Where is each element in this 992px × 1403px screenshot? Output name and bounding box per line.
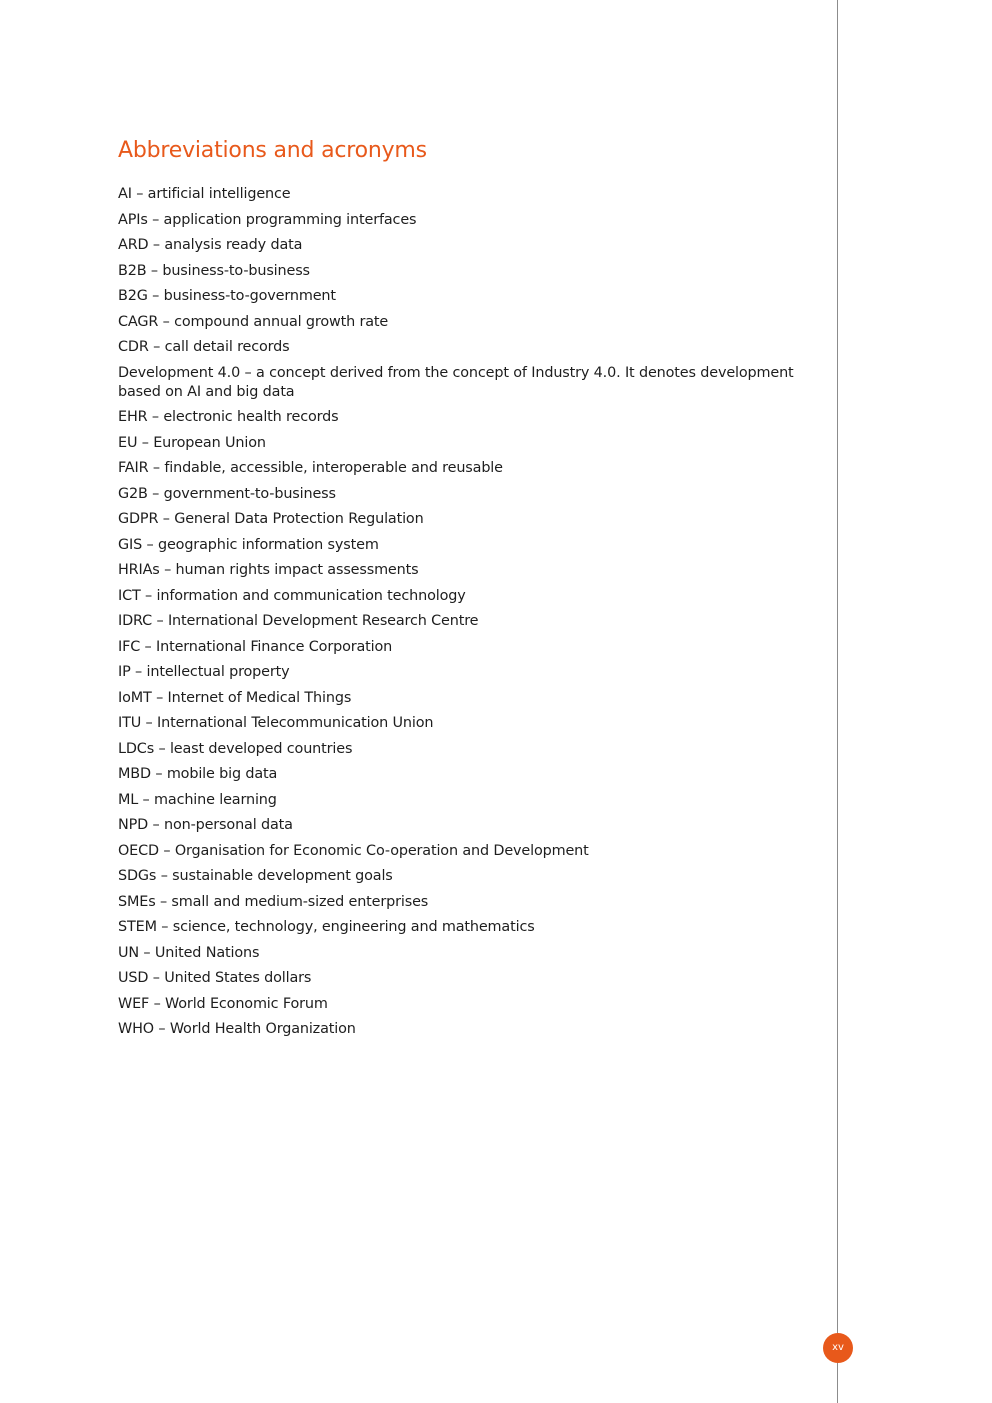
abbreviation-item: B2G – business-to-government — [118, 288, 336, 304]
abbreviation-item: IoMT – Internet of Medical Things — [118, 689, 352, 706]
abbreviation-item: IDRC – International Development Research Centre — [118, 613, 479, 629]
abbreviation-list — [118, 185, 813, 1039]
abbreviation-item: LDCs – least developed countries — [118, 740, 353, 757]
abbreviation-item: EU – European Union — [118, 434, 266, 451]
abbreviation-item: MBD – mobile big data — [118, 766, 278, 782]
abbreviation-item: AI – artificial intelligence — [118, 186, 291, 202]
abbreviation-item: CDR – call detail records — [118, 339, 290, 355]
abbreviation-item: WEF – World Economic Forum — [118, 995, 328, 1012]
abbreviation-item: HRIAs – human rights impact assessments — [118, 562, 419, 578]
abbreviation-item: NPD – non-personal data — [118, 817, 293, 833]
abbreviation-item: B2B – business-to-business — [118, 262, 310, 279]
abbreviation-item: GDPR – General Data Protection Regulation — [118, 511, 424, 527]
abbreviation-item: G2B – government-to-business — [118, 485, 336, 502]
page-margin-rule — [837, 0, 838, 1403]
abbreviation-item: USD – United States dollars — [118, 970, 312, 986]
abbreviation-item: SDGs – sustainable development goals — [118, 868, 393, 884]
abbreviation-item: APIs – application programming interfaces — [118, 211, 417, 228]
abbreviation-item: Development 4.0 – a concept derived from the concept of Industry 4.0. It denotes development based on AI and big data — [118, 364, 794, 400]
abbreviation-item: IP – intellectual property — [118, 664, 290, 680]
abbreviation-item: GIS – geographic information system — [118, 536, 379, 553]
page-number-badge: xv — [823, 1333, 853, 1363]
abbreviation-item: ITU – International Telecommunication Union — [118, 715, 434, 731]
abbreviation-item: CAGR – compound annual growth rate — [118, 313, 389, 330]
abbreviation-item: SMEs – small and medium-sized enterprises — [118, 893, 429, 910]
abbreviation-item: UN – United Nations — [118, 944, 260, 961]
abbreviation-item: OECD – Organisation for Economic Co-operation and Development — [118, 842, 589, 859]
abbreviations-section — [118, 137, 813, 1046]
abbreviation-item: ARD – analysis ready data — [118, 237, 303, 253]
abbreviation-item: EHR – electronic health records — [118, 409, 339, 425]
abbreviation-item: STEM – science, technology, engineering and mathematics — [118, 919, 535, 935]
abbreviation-item: FAIR – findable, accessible, interoperable and reusable — [118, 460, 503, 476]
abbreviation-item: ML – machine learning — [118, 791, 277, 808]
abbreviation-item: IFC – International Finance Corporation — [118, 638, 393, 655]
abbreviation-item: ICT – information and communication technology — [118, 587, 466, 604]
abbreviation-item: WHO – World Health Organization — [118, 1021, 356, 1037]
page-title: Abbreviations and acronyms — [118, 138, 427, 163]
